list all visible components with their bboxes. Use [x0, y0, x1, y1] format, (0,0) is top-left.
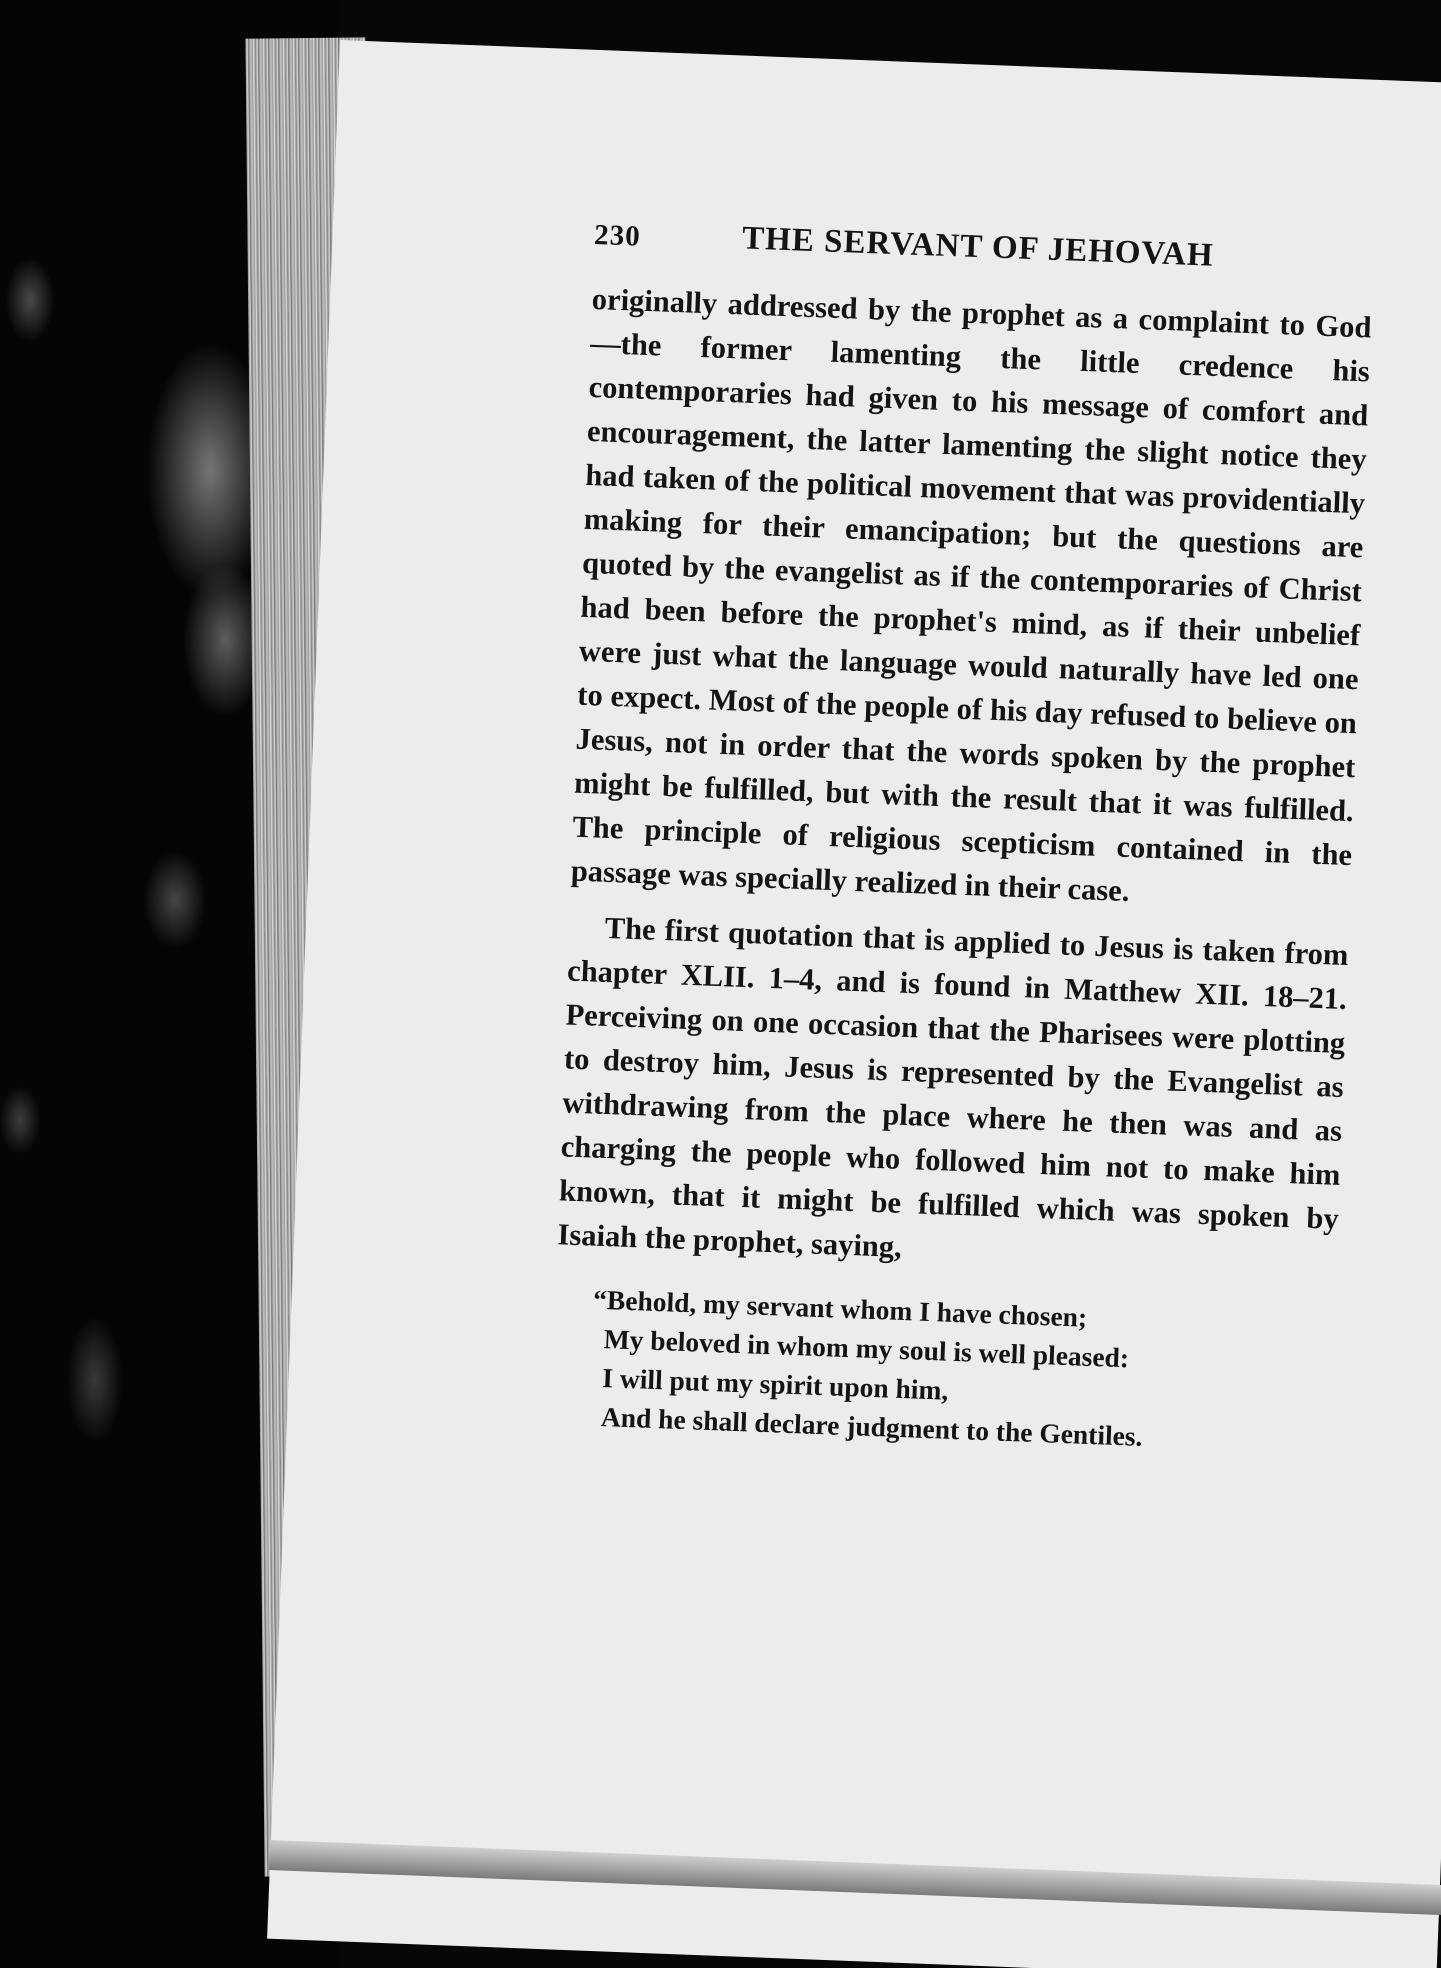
page-number: 230	[593, 218, 642, 253]
quotation-line: My beloved in whom my soul is well pleased:	[603, 1323, 1130, 1374]
quotation-line: And he shall declare judgment to the Gentiles.	[600, 1401, 1144, 1452]
paragraph-first-quotation: The first quotation that is applied to Jesus is taken from chapter XLII. 1–4, and is found in Matthew XII. 18–21. Perceiving on one occasion that the Pharisees were plotting to destroy him, Jesus is represented by the Evangelist as withdrawing from the place where he then was and as charging the people who followed him not to make him known, that it might be fulfilled which was spoken by Isaiah the prophet, saying,	[557, 910, 1350, 1264]
quotation-line: “Behold, my servant whom I have chosen;	[592, 1283, 1088, 1333]
scripture-quotation	[550, 1278, 1335, 1462]
running-title: THE SERVANT OF JEHOVAH	[741, 220, 1215, 274]
paragraph-continued: originally addressed by the prophet as a complaint to God—the former lamenting the little credence his contemporaries had given to his message of comfort and encouragement, the latter lamenting the slight notice they had taken of the political movement that was providentially making for their emancipation; but the questions are quoted by the evangelist as if the contemporaries of Christ had been before the prophet's mind, as if their unbelief were just what the language would naturally have led one to expect. Most of the people of his day refused to believe on Jesus, not in order that the words spoken by the prophet might be fulfilled, but with the result that it was fulfilled. The principle of religious scepticism contained in the passage was specially realized in their case.	[570, 281, 1373, 909]
page-content	[550, 215, 1374, 1463]
body-text	[557, 277, 1372, 1285]
quotation-line: I will put my spirit upon him,	[601, 1362, 949, 1406]
